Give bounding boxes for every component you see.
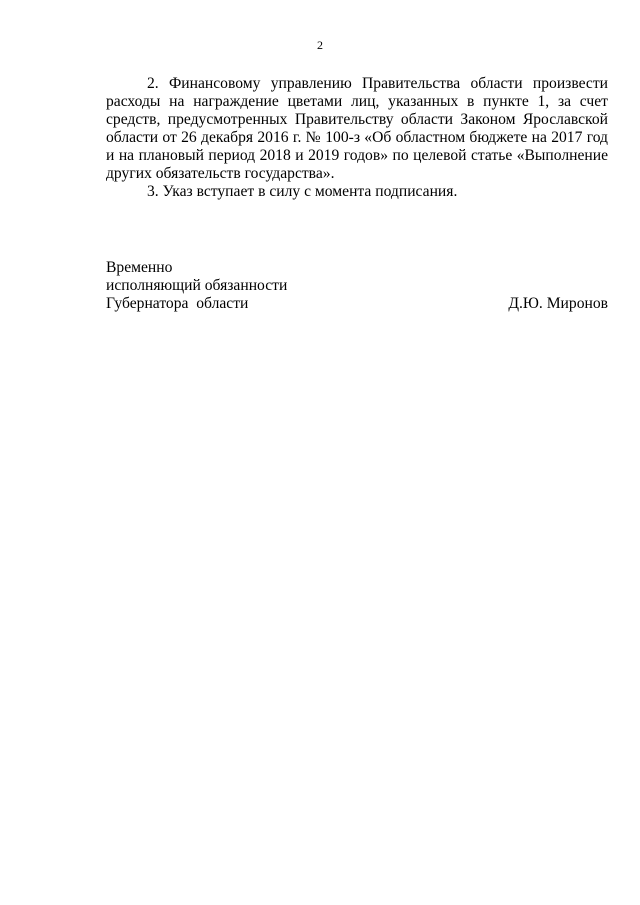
signature-title-line-1: Временно bbox=[106, 259, 173, 276]
signature-position: Губернатора области bbox=[106, 295, 249, 312]
paragraph-item-2: 2. Финансовому управлению Правительства области произвести расходы на награждение цветами лиц, указанных в пункте 1, за счет средств, предусмотренных Правительству области Законом Ярославской области от 26 декабря 2016 г. № 100-з «Об областном бюджете на 2017 год и на плановый период 2018 и 2019 годов» по целевой статье «Выполнение других обязательств государства». bbox=[106, 75, 608, 182]
paragraph-item-3: 3. Указ вступает в силу с момента подписания. bbox=[147, 183, 458, 200]
signatory-name: Д.Ю. Миронов bbox=[508, 295, 608, 312]
signature-title-line-3 bbox=[106, 295, 608, 313]
document-body bbox=[106, 75, 608, 201]
signature-block bbox=[106, 259, 608, 313]
page-number: 2 bbox=[317, 38, 323, 52]
signature-title-line-2: исполняющий обязанности bbox=[106, 277, 288, 294]
